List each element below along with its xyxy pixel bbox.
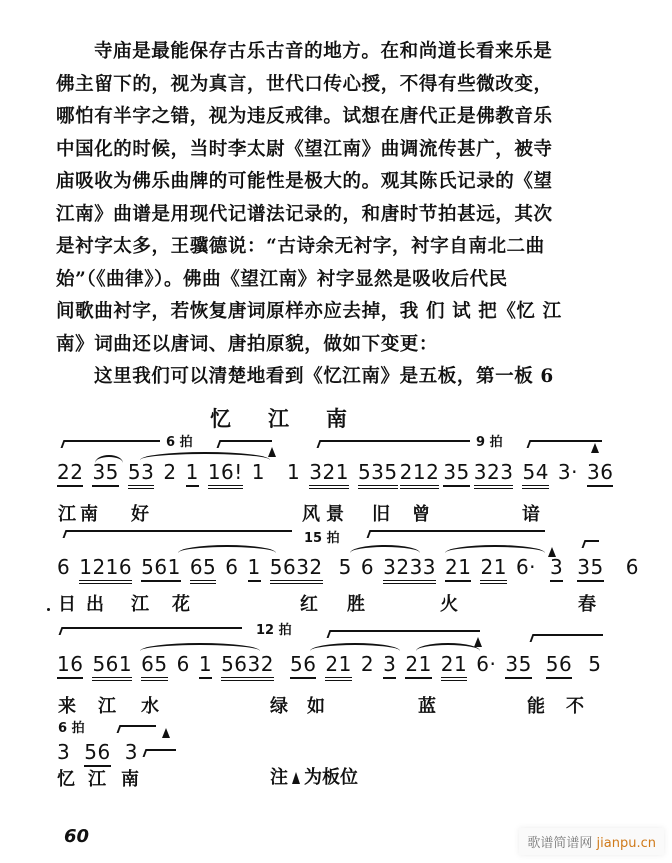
note: 22 <box>57 460 83 487</box>
lyric: 江 <box>58 504 76 525</box>
note: 3233 <box>383 555 436 584</box>
watermark <box>519 828 664 855</box>
note: 16 <box>57 652 83 679</box>
note: 35 <box>505 652 531 679</box>
note: 321 <box>309 460 349 489</box>
note: 6 <box>360 555 375 579</box>
note: 21 <box>445 555 471 582</box>
note: 561 <box>92 652 132 681</box>
note: 6· <box>476 652 497 676</box>
footnote-prefix: 注 <box>270 767 288 788</box>
tie-line <box>146 749 176 757</box>
beat-bracket <box>370 530 545 538</box>
note: 35 <box>92 460 118 487</box>
note: 56 <box>546 652 572 679</box>
beat-label: 6 拍 <box>54 717 89 736</box>
lyric: 江 <box>88 769 106 790</box>
note: 65 <box>190 555 216 584</box>
note: 6· <box>515 555 537 579</box>
score-title <box>210 403 384 433</box>
text-line: 中国化的时候，当时李太尉《望江南》曲调流传甚广，被寺 <box>56 138 553 160</box>
footnote-text: 为板位 <box>304 767 358 788</box>
beat-bracket <box>66 530 292 538</box>
beat-label: 15 拍 <box>300 527 344 546</box>
text-line: 南》词曲还以唐词、唐拍原貌，做如下变更： <box>56 333 439 355</box>
note: 5 <box>588 652 602 676</box>
note: 54 <box>522 460 548 489</box>
beat-bracket <box>320 440 470 448</box>
note: 1 <box>287 460 301 484</box>
beat-bracket <box>220 440 272 448</box>
note: 3 <box>383 652 396 679</box>
note: 561 <box>141 555 181 582</box>
note: 16! <box>208 460 243 489</box>
beat-bracket <box>120 725 156 733</box>
beat-bracket <box>533 634 603 642</box>
note: 6 <box>625 555 639 579</box>
text-line: 是衬字太多，王骥德说：“古诗余无衬字，衬字自南北二曲 <box>56 236 545 257</box>
note: 212 <box>400 460 440 489</box>
slur <box>310 643 400 651</box>
lyric: 景 <box>326 504 344 525</box>
notes-row-3 <box>57 652 610 681</box>
lyric: 曾 <box>412 504 430 525</box>
lyric: 来 <box>58 696 76 717</box>
note: 3 <box>124 740 138 764</box>
beat-label: 12 拍 <box>252 619 296 638</box>
note: 21 <box>441 652 467 681</box>
note: 5632 <box>221 652 274 681</box>
lyric: 南 <box>121 769 139 790</box>
lyric: 江 <box>131 594 149 615</box>
note: 3· <box>557 460 579 484</box>
title-char: 忆 <box>210 407 232 431</box>
text-line: 间歌曲衬字，若恢复唐词原样亦应去掉，我 们 试 把《忆 江 <box>56 301 562 322</box>
note: 6 <box>176 652 190 676</box>
lyric: 出 <box>86 594 104 615</box>
beat-bracket <box>330 630 480 638</box>
note: 35 <box>443 460 469 487</box>
beat-bracket <box>64 440 160 448</box>
lyric: 胜 <box>347 594 365 615</box>
note: 3 <box>57 740 71 764</box>
note: 1 <box>199 652 212 679</box>
slur <box>445 545 545 553</box>
slur <box>140 643 260 651</box>
note: 35 <box>577 555 603 582</box>
text-line: 庙吸收为佛乐曲牌的可能性是极大的。观其陈氏记录的《望 <box>56 171 553 192</box>
note: 1 <box>186 460 199 487</box>
note: 1 <box>251 460 266 484</box>
lyric: 水 <box>141 696 159 717</box>
text-line: 寺庙是最能保存古乐古音的地方。在和尚道长看来乐是 <box>94 41 553 62</box>
lyric: 蓝 <box>418 696 436 717</box>
lyric: 不 <box>566 696 584 717</box>
lyric: 南 <box>80 504 98 525</box>
notes-row-2 <box>57 555 648 584</box>
beat-bracket <box>62 627 242 635</box>
note: 6 <box>57 555 71 579</box>
text-line: 这里我们可以清楚地看到《忆江南》是五板，第一板 6 <box>94 366 554 387</box>
note: 5 <box>338 555 352 579</box>
slur <box>178 545 276 553</box>
note: 6 <box>225 555 239 579</box>
board-mark-icon <box>162 728 170 738</box>
lyric: 江 <box>98 696 116 717</box>
note: 21 <box>480 555 506 584</box>
note: 535 <box>358 460 398 489</box>
text-line: 佛主留下的，视为真言，世代口传心授，不得有些微改变， <box>56 73 553 95</box>
beat-label: 6 拍 <box>162 431 197 450</box>
lyric: 好 <box>131 504 149 525</box>
notes-row-1 <box>57 460 622 489</box>
lyric: 花 <box>172 594 190 615</box>
notes-row-4 <box>57 740 147 767</box>
watermark-site: jianpu.cn <box>596 836 656 851</box>
text-line: 哪怕有半字之错，视为违反戒律。试想在唐代正是佛教音乐 <box>56 106 553 127</box>
score-footnote <box>270 763 358 789</box>
note: 21 <box>405 652 431 679</box>
lyric: 风 <box>302 504 320 525</box>
lyric: 绿 <box>270 696 288 717</box>
board-mark-icon <box>474 637 482 647</box>
slur <box>416 643 480 651</box>
lyric: 如 <box>307 696 325 717</box>
slur <box>140 452 270 460</box>
stray-mark <box>47 608 50 611</box>
board-mark-icon <box>268 447 276 457</box>
note: 65 <box>141 652 167 681</box>
lyric: 忆 <box>57 769 75 790</box>
beat-bracket <box>585 540 599 548</box>
note: 56 <box>84 740 110 767</box>
note: 2 <box>163 460 177 484</box>
note: 53 <box>128 460 154 489</box>
lyric: 春 <box>578 594 596 615</box>
lyric: 谙 <box>522 504 540 525</box>
note: 323 <box>474 460 514 489</box>
lyric: 能 <box>527 696 545 717</box>
slur <box>350 545 420 553</box>
lyric: 日 <box>58 594 76 615</box>
note: 5632 <box>270 555 323 584</box>
text-line: 始”（《曲律》）。佛曲《望江南》衬字显然是吸收后代民 <box>56 268 508 290</box>
board-mark-icon <box>292 772 300 784</box>
lyric: 旧 <box>372 504 390 525</box>
board-mark-icon <box>591 443 599 453</box>
page-number: 60 <box>64 826 90 847</box>
beat-label: 9 拍 <box>472 431 507 450</box>
title-char: 南 <box>326 407 348 431</box>
text-line: 江南》曲谱是用现代记谱法记录的，和唐时节拍甚远，其次 <box>56 203 553 225</box>
note: 21 <box>325 652 351 681</box>
lyric: 红 <box>300 594 318 615</box>
note: 1216 <box>79 555 132 584</box>
note: 2 <box>360 652 375 676</box>
title-char: 江 <box>268 407 290 431</box>
lyric: 火 <box>440 594 458 615</box>
note: 56 <box>290 652 316 679</box>
note: 36 <box>587 460 613 487</box>
watermark-cn: 歌谱简谱网 <box>527 836 593 851</box>
note: 3 <box>550 555 563 582</box>
note: 1 <box>248 555 261 582</box>
